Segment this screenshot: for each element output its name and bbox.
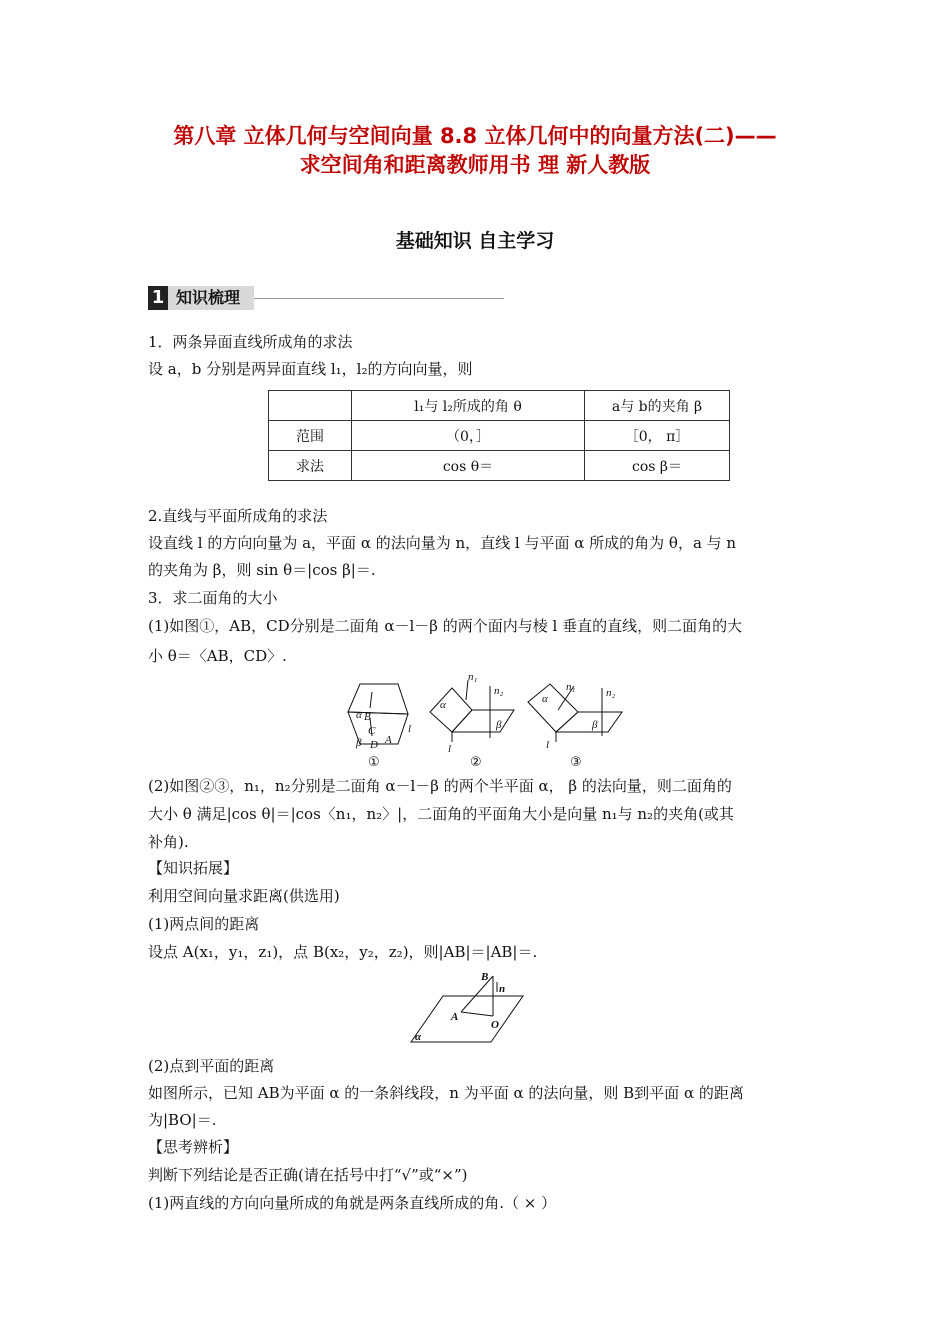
paragraph-1: 1．两条异面直线所成角的求法 — [148, 333, 353, 351]
fig1-label: l — [408, 723, 412, 735]
table-cell: ［0， π］ — [585, 421, 730, 451]
badge-number: 1 — [148, 286, 168, 310]
paragraph-21: (1)两直线的方向向量所成的角就是两条直线所成的角.（ × ） — [148, 1194, 557, 1212]
badge-label: 知识梳理 — [168, 286, 254, 310]
fig2-label: A — [451, 1011, 459, 1023]
distance-figure — [405, 968, 530, 1050]
fig2-label: n — [499, 983, 506, 995]
paragraph-7: (1)如图①，AB，CD分别是二面角 α－l－β 的两个面内与棱 l 垂直的直线，则二面角的大 — [148, 617, 743, 635]
fig1-label: C — [368, 725, 376, 737]
paragraph-2: 设 a，b 分别是两异面直线 l₁，l₂的方向向量，则 — [148, 360, 473, 378]
table-row — [269, 421, 730, 451]
paragraph-14: (1)两点间的距离 — [148, 915, 260, 933]
fig-caption: ③ — [570, 755, 582, 770]
table-cell: a与 b的夹角 β — [585, 391, 730, 421]
paragraph-9: (2)如图②③，n₁，n₂分别是二面角 α－l－β 的两个半平面 α， β 的法向量，则二面角的 — [148, 777, 732, 795]
table-cell: cos θ＝ — [352, 451, 585, 481]
paragraph-19: 【思考辨析】 — [148, 1138, 239, 1156]
fig3-label: α — [542, 693, 548, 705]
paragraph-4: 设直线 l 的方向向量为 a，平面 α 的法向量为 n，直线 l 与平面 α 所成的角为 θ，a 与 n — [148, 534, 737, 552]
paragraph-12: 【知识拓展】 — [148, 859, 239, 877]
knowledge-badge — [148, 286, 504, 310]
fig-caption: ② — [470, 755, 482, 770]
table-row — [269, 451, 730, 481]
fig2-label: B — [481, 971, 489, 983]
fig3-label: β — [592, 719, 598, 731]
paragraph-18: 为|BO|＝. — [148, 1111, 217, 1129]
fig3-label: l — [546, 739, 550, 751]
document-title-line-1: 第八章 立体几何与空间向量 8.8 立体几何中的向量方法(二)—— — [173, 124, 777, 148]
fig-caption: ① — [368, 755, 380, 770]
paragraph-15: 设点 A(x₁，y₁，z₁)，点 B(x₂，y₂，z₂)，则|AB|＝|AB|＝. — [148, 943, 538, 961]
paragraph-13: 利用空间向量求距离(供选用) — [148, 887, 340, 905]
table-cell — [269, 391, 352, 421]
table-cell: 求法 — [269, 451, 352, 481]
fig3-label: n₁ — [566, 681, 576, 693]
fig1-label: D — [370, 739, 378, 751]
paragraph-10: 大小 θ 满足|cos θ|＝|cos〈n₁，n₂〉|，二面角的平面角大小是向量 n₁与 n₂的夹角(或其 — [148, 805, 734, 823]
badge-rule — [254, 298, 504, 299]
fig2-label: α — [415, 1031, 422, 1043]
table-cell: 范围 — [269, 421, 352, 451]
paragraph-16: (2)点到平面的距离 — [148, 1057, 275, 1075]
section-heading: 基础知识 自主学习 — [395, 230, 555, 252]
table-cell: l₁与 l₂所成的角 θ — [352, 391, 585, 421]
paragraph-5: 的夹角为 β，则 sin θ＝|cos β|＝. — [148, 561, 376, 579]
fig2-label: n₁ — [468, 671, 478, 683]
paragraph-17: 如图所示，已知 AB为平面 α 的一条斜线段，n 为平面 α 的法向量，则 B到平面 α 的距离 — [148, 1084, 744, 1102]
fig1-label: A — [385, 734, 392, 746]
paragraph-20: 判断下列结论是否正确(请在括号中打“√”或“×”) — [148, 1166, 468, 1184]
fig2-label: β — [496, 719, 502, 731]
paragraph-3: 2.直线与平面所成角的求法 — [148, 507, 328, 525]
paragraph-6: 3．求二面角的大小 — [148, 589, 278, 607]
document-title-line-2: 求空间角和距离教师用书 理 新人教版 — [299, 153, 651, 177]
fig1-label: B — [364, 711, 371, 723]
fig2-label: α — [440, 699, 446, 711]
dihedral-figures — [330, 670, 630, 770]
table-cell: （0，］ — [352, 421, 585, 451]
table-cell: cos β＝ — [585, 451, 730, 481]
fig2-label: l — [448, 743, 452, 755]
paragraph-11: 补角). — [148, 833, 189, 851]
angle-table — [268, 390, 730, 481]
fig1-label: β — [356, 737, 362, 749]
paragraph-8: 小 θ＝〈AB，CD〉. — [148, 647, 287, 665]
fig2-label: O — [491, 1019, 499, 1031]
table-row — [269, 391, 730, 421]
fig1-label: α — [356, 709, 362, 721]
fig2-label: n₂ — [494, 685, 504, 697]
fig3-label: n₂ — [606, 687, 616, 699]
